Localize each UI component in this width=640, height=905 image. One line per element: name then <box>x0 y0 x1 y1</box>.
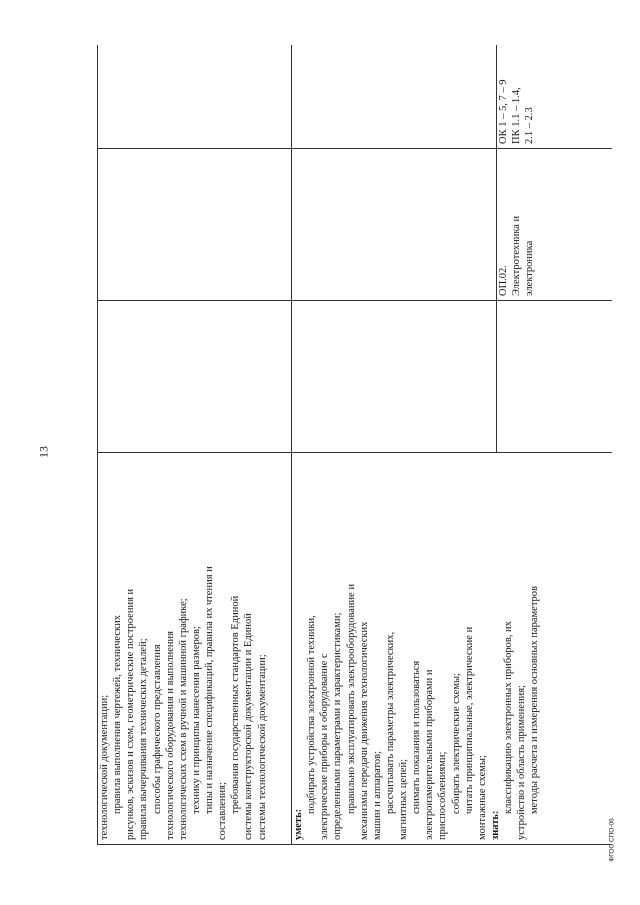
text-line: правила выполнения чертежей, технических <box>112 615 124 814</box>
empty-cell <box>292 45 497 149</box>
text-line: системы конструкторской документации и Единой <box>243 613 255 840</box>
text-line: приспособлениями; <box>437 751 449 840</box>
text-line: собирать электрические схемы; <box>450 673 462 814</box>
text-line: технологической документации; <box>99 694 110 840</box>
skills-cell <box>292 453 613 845</box>
text-line: знать: <box>489 810 501 840</box>
empty-cell <box>98 149 292 301</box>
competencies-line: ОК 1 – 5, 7 – 9 <box>498 79 509 144</box>
text-line: механизмы передачи движения технологических <box>358 621 370 840</box>
discipline-name-line: электроника <box>524 240 536 296</box>
competencies-cell <box>497 45 613 149</box>
text-line: способы графического представления <box>151 644 163 814</box>
empty-cell <box>98 301 292 453</box>
footer-stamp: ФГОС СПО-06 <box>608 818 616 862</box>
table-row-previous <box>98 45 292 845</box>
text-line: классификацию электронных приборов, их <box>503 621 514 814</box>
discipline-cell <box>497 149 613 301</box>
text-line: требования государственных стандартов Единой <box>230 595 242 814</box>
competencies-line: 2.1 – 2.3 <box>524 107 536 144</box>
text-line: магнитных цепей; <box>398 758 409 840</box>
text-line: технику и принципы нанесения размеров; <box>190 626 202 814</box>
empty-cell <box>98 45 292 149</box>
discipline-name-line: Электротехника и <box>511 215 523 296</box>
curriculum-table-region <box>97 45 612 845</box>
text-line: системы технологической документации; <box>256 654 268 840</box>
empty-cell <box>497 301 613 453</box>
text-line: рисунков, эскизов и схем, геометрические построения и <box>125 588 137 840</box>
text-line: подбирать устройства электронной техники, <box>306 615 318 814</box>
text-line: снимать показания и пользоваться <box>411 660 423 814</box>
rotated-table <box>97 45 612 845</box>
text-line: уметь: <box>293 808 304 840</box>
text-line: устройство и область применения; <box>516 685 528 840</box>
text-line: технологического оборудования и выполнения <box>164 631 176 840</box>
text-line: рассчитывать параметры электрических, <box>384 631 396 814</box>
text-line: монтажные схемы; <box>476 755 488 840</box>
knowledge-cell-upper <box>98 453 292 845</box>
table-row-op02 <box>292 45 497 845</box>
text-line: читать принципиальные, электрические и <box>463 626 475 814</box>
text-line: методы расчета и измерения основных параметров <box>529 585 541 814</box>
empty-cell <box>292 301 497 453</box>
text-line: технологических схем в ручной и машинной графике; <box>177 598 189 840</box>
discipline-code: ОП.02. <box>498 265 509 296</box>
text-line: правильно эксплуатировать электрооборудование и <box>345 583 357 814</box>
page-number: 13 <box>36 446 51 458</box>
text-line: электрические приборы и оборудование с <box>319 653 331 840</box>
text-line: типы и назначение спецификаций, правила их чтения и <box>204 566 215 814</box>
text-line: машин и аппаратов; <box>371 750 383 840</box>
curriculum-table <box>97 45 612 845</box>
competencies-line: ПК 1.1 – 1.4, <box>511 87 523 144</box>
text-line: определенными параметрами и характеристиками; <box>332 612 344 840</box>
empty-cell <box>292 149 497 301</box>
text-line: правила вычерчивания технических деталей; <box>138 638 150 840</box>
text-line: составления; <box>217 782 229 840</box>
text-line: электроизмерительными приборами и <box>424 669 436 840</box>
